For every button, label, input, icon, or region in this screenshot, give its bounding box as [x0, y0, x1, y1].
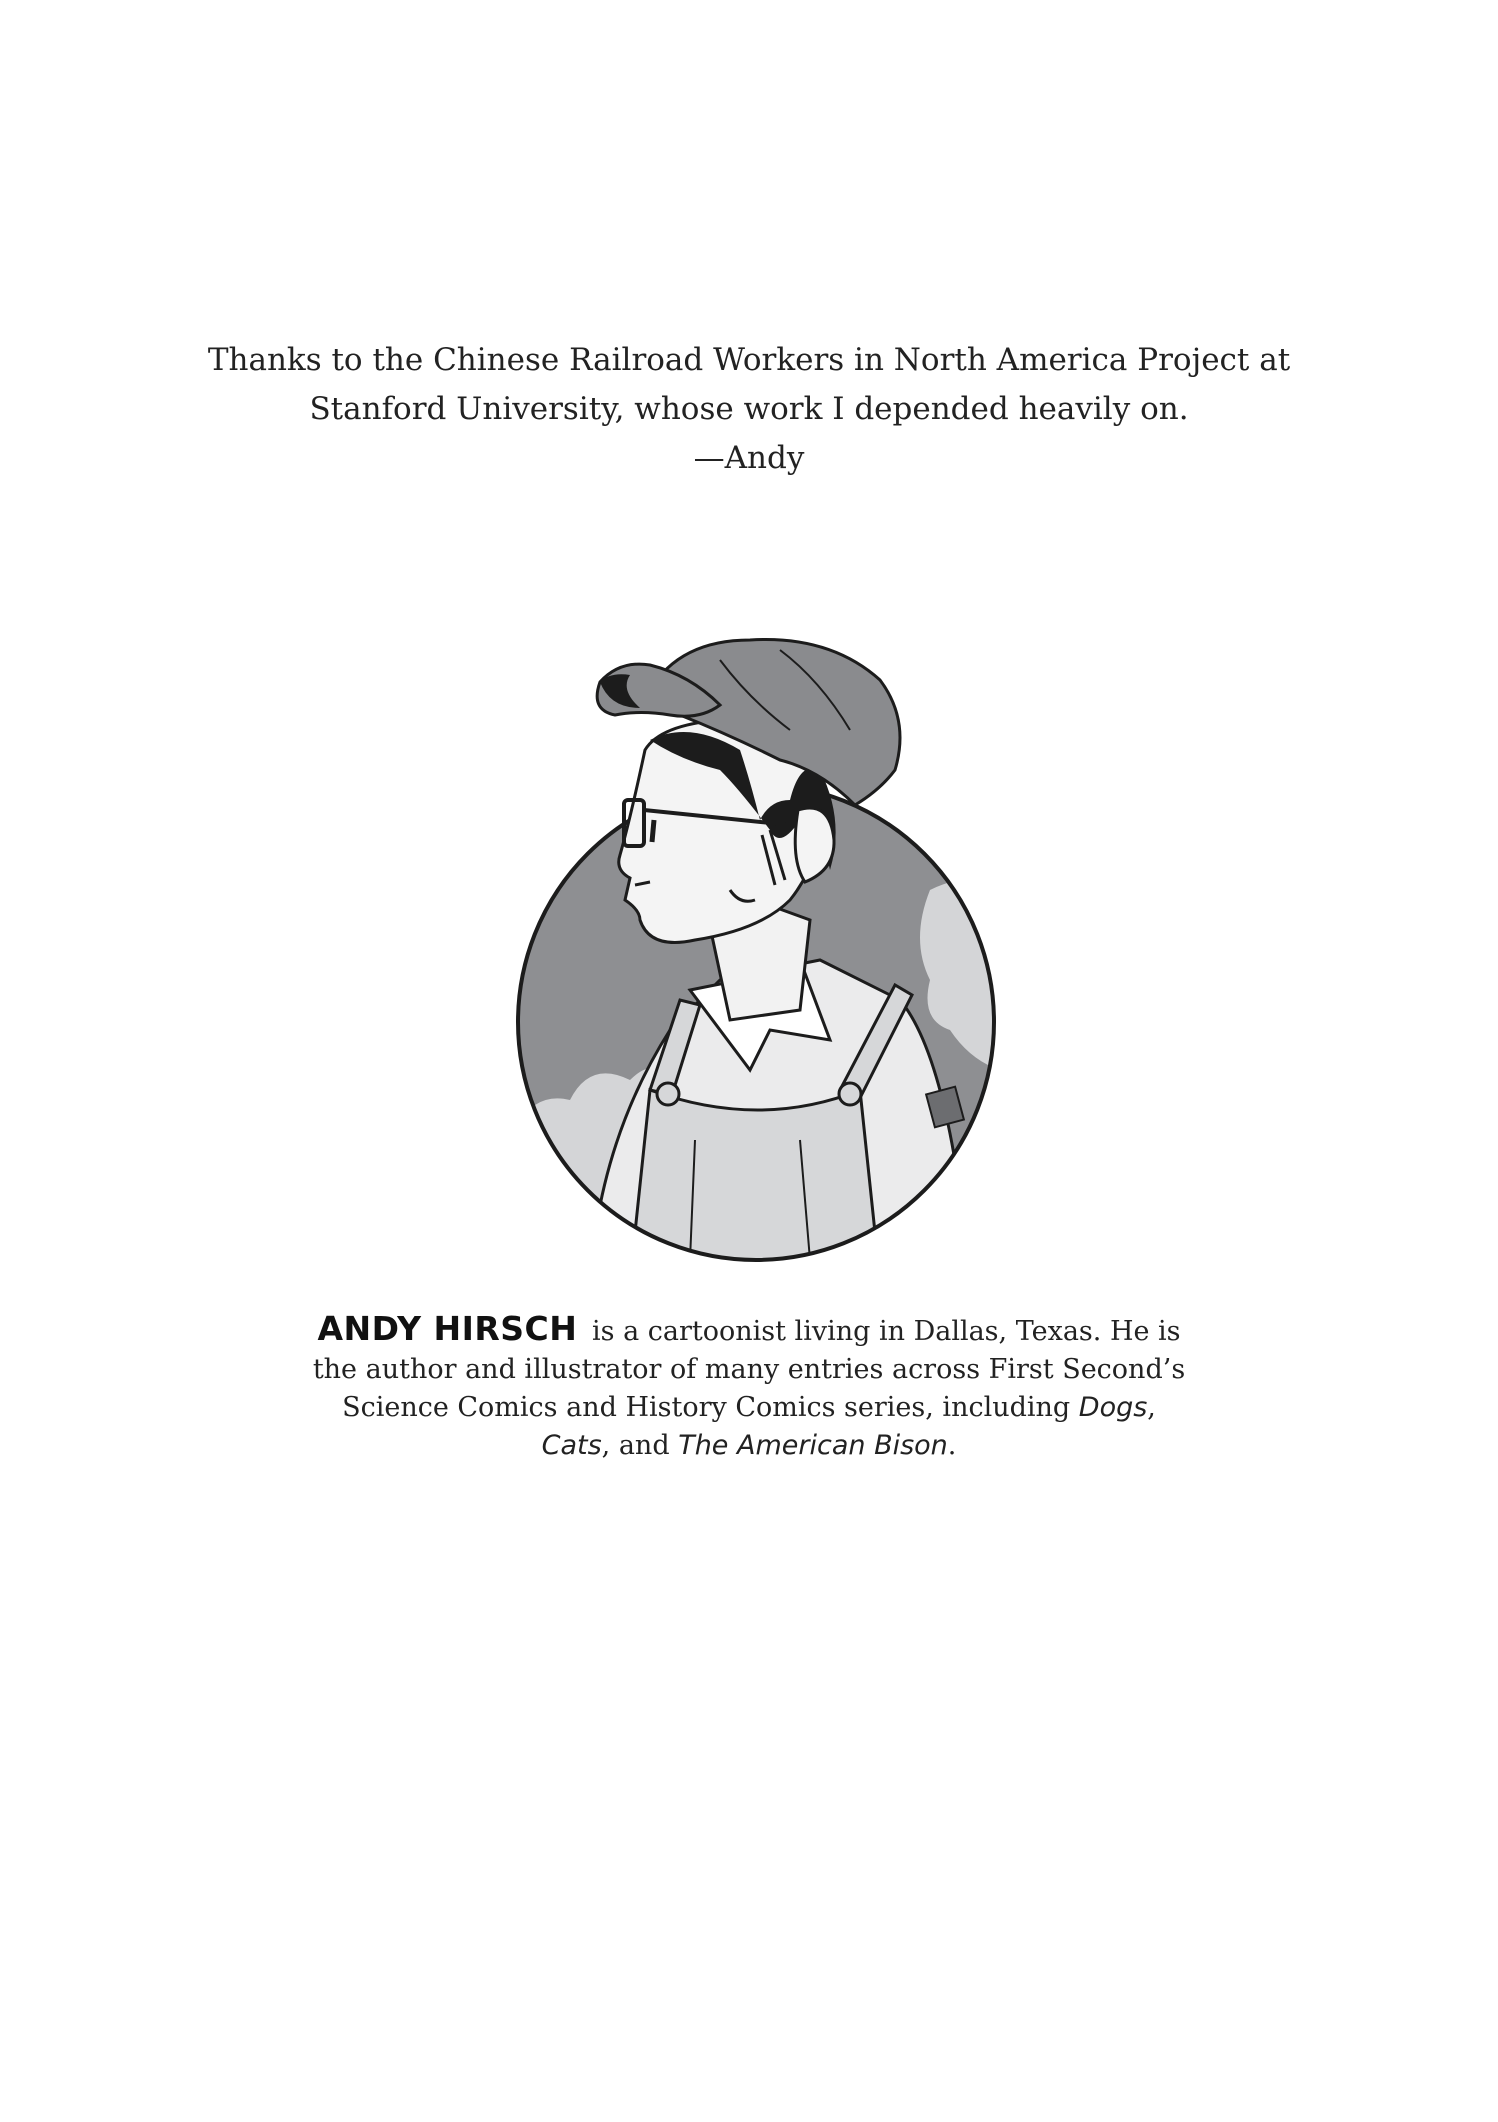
bio-line-3: [299, 1389, 1199, 1427]
book-title-dogs: Dogs: [1078, 1392, 1148, 1423]
bio-line-1: [299, 1310, 1199, 1351]
book-title-bison: The American Bison: [678, 1430, 948, 1461]
author-portrait: [500, 620, 1000, 1280]
author-bio: [299, 1310, 1199, 1465]
button-left: [657, 1083, 679, 1105]
acknowledgment-line-2: Stanford University, whose work I depended heavily on.: [309, 391, 1189, 427]
button-right: [839, 1083, 861, 1105]
bio-line-4: [299, 1427, 1199, 1465]
bio-line-1-text: is a cartoonist living in Dallas, Texas. He is: [592, 1316, 1181, 1347]
acknowledgment-signature: —Andy: [693, 440, 805, 476]
acknowledgment: [0, 336, 1498, 483]
bio-comma: ,: [1147, 1392, 1156, 1423]
bio-line-2: the author and illustrator of many entries across First Second’s: [312, 1354, 1186, 1385]
eye: [652, 820, 654, 842]
acknowledgment-line-1: Thanks to the Chinese Railroad Workers in North America Project at: [207, 342, 1291, 378]
bio-period: .: [947, 1430, 957, 1461]
bio-and: , and: [601, 1430, 679, 1461]
author-name: ANDY HIRSCH: [317, 1309, 578, 1348]
book-title-cats: Cats: [541, 1430, 602, 1461]
overalls-bib: [630, 1090, 880, 1280]
bio-line-3-text: Science Comics and History Comics series, including: [342, 1392, 1079, 1423]
